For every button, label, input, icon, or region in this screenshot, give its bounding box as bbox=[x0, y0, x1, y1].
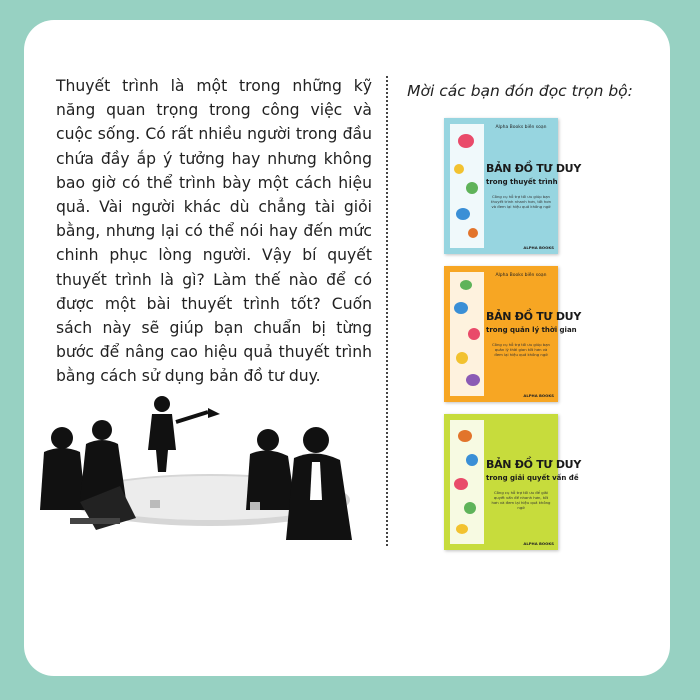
book-tagline: Công cụ hỗ trợ tối ưu giúp bạn thuyết trình nhanh hơn, tốt hơn và đem lại hiệu quả không ngờ bbox=[490, 194, 552, 209]
dotted-divider bbox=[386, 76, 388, 546]
book-author-label: Alpha Books biên soạn bbox=[495, 273, 547, 278]
book-title: BẢN ĐỒ TƯ DUY bbox=[486, 458, 581, 471]
intro-paragraph: Thuyết trình là một trong những kỹ năng quan trọng trong công việc và cuộc sống. Có rất nhiều người trong đầu chứa đầy ắp ý tưởng hay nhưng không bao giờ có thể trình bày một cách hiệu quả. Vài người khác dù chẳng tài giỏi bằng, nhưng lại có thể nói hay đến mức chinh phục lòng người. Vậy bí quyết thuyết trình là gì? Làm thế nào để có được một bài thuyết trình tốt? Cuốn sách này sẽ giúp bạn chuẩn bị từng bước để nâng cao hiệu quả thuyết trình bằng cách sử dụng bản đồ tư duy. bbox=[56, 77, 372, 386]
book-tagline: Công cụ hỗ trợ tối ưu để giải quyết vấn đề nhanh hơn, tốt hơn và đem lại hiệu quả không ngờ bbox=[491, 490, 551, 510]
meeting-silhouette-illustration bbox=[40, 390, 360, 550]
book-author-label: Alpha Books biên soạn bbox=[495, 125, 547, 130]
book-cover-time-management[interactable] bbox=[444, 266, 581, 402]
publisher-logo: ALPHA BOOKS bbox=[523, 541, 554, 546]
book-subtitle: trong giải quyết vấn đề bbox=[486, 474, 579, 482]
book-subtitle: trong thuyết trình bbox=[486, 178, 558, 186]
book-title: BẢN ĐỒ TƯ DUY bbox=[486, 162, 581, 175]
mindmap-illustration bbox=[450, 420, 484, 544]
book-cover-problem-solving[interactable] bbox=[444, 414, 581, 550]
publisher-logo: ALPHA BOOKS bbox=[523, 245, 554, 250]
book-subtitle: trong quản lý thời gian bbox=[486, 326, 577, 334]
book-cover-presentation[interactable] bbox=[444, 118, 581, 254]
book-tagline: Công cụ hỗ trợ tối ưu giúp bạn quản lý thời gian tốt hơn và đem lại hiệu quả không ngờ bbox=[492, 342, 550, 357]
publisher-logo: ALPHA BOOKS bbox=[523, 393, 554, 398]
series-heading: Mời các bạn đón đọc trọn bộ: bbox=[407, 82, 633, 100]
mindmap-illustration bbox=[450, 124, 484, 248]
book-title: BẢN ĐỒ TƯ DUY bbox=[486, 310, 581, 323]
mindmap-illustration bbox=[450, 272, 484, 396]
